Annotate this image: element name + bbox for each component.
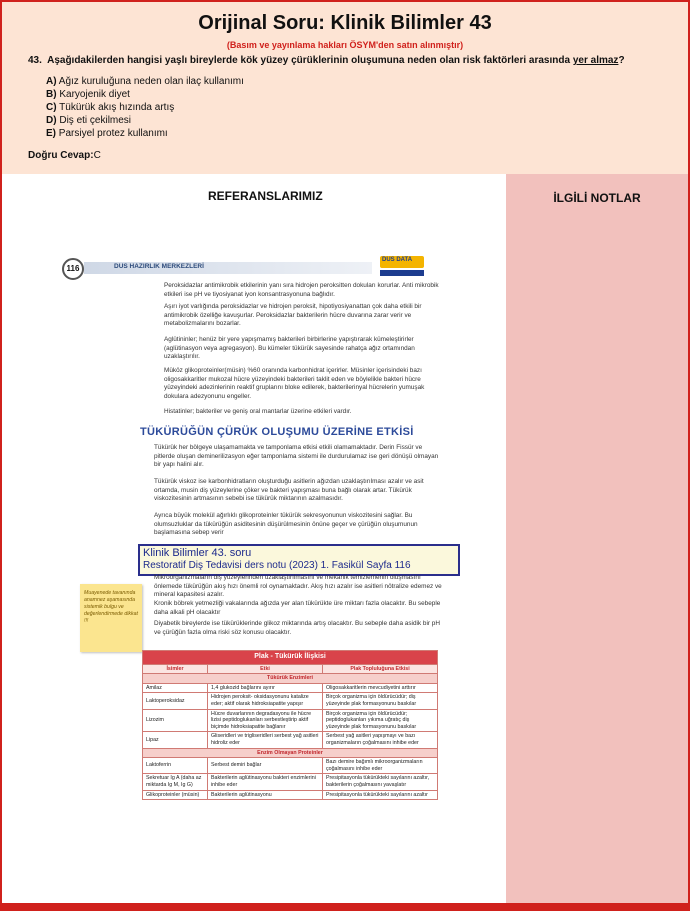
option-b: B) Karyojenik diyet bbox=[46, 89, 130, 100]
options-list bbox=[46, 75, 244, 140]
tail-paragraph: Diyabetik bireylerde ise tükürüklerinde glikoz miktarında artış olacaktır. Bu sebeple daha asidik bir pH ve çürüğün fazla olma riski söz konusu olacaktır. bbox=[154, 620, 440, 636]
plaque-saliva-table bbox=[142, 650, 438, 800]
tail-paragraph: Kronik böbrek yetmezliği vakalarında ağızda yer alan tükürükte üre miktarı fazla olacaktır. Bu sebeple daha alkali pH olacaktır bbox=[154, 600, 441, 616]
rights-notice: (Basım ve yayınlama hakları ÖSYM'den satın alınmıştır) bbox=[226, 40, 464, 50]
table-row: Glikoproteinler (müsin) Bakterilerin aglütinasyonu Presipitasyonla tükürükteki sayılarını azaltır bbox=[143, 790, 438, 800]
table-section: Tükürük Enzimleri bbox=[143, 674, 438, 684]
reference-note-box bbox=[138, 544, 460, 576]
note-box-source: Restoratif Diş Tedavisi ders notu (2023) 1. Fasikül Sayfa 116 bbox=[143, 560, 411, 571]
question-number: 43. bbox=[28, 55, 42, 66]
answer-label: Doğru Cevap: bbox=[28, 150, 94, 161]
dus-data-logo: DUS DATA bbox=[380, 256, 424, 278]
notes-column bbox=[506, 174, 688, 905]
answer-value: C bbox=[93, 150, 101, 161]
intro-paragraph: Aşırı iyot varlığında peroksidazlar ve hidrojen peroksit, hipotiyosiyanattan çok daha etkili bir antimikrobik özelliğe kavuşurlar. Peroksidazlar bakterilerin hücre duvarına zarar verir ve metabolizmalarını bozarlar. bbox=[164, 303, 422, 328]
note-box-title: Klinik Bilimler 43. soru bbox=[143, 547, 252, 559]
section-heading: TÜKÜRÜĞÜN ÇÜRÜK OLUŞUMU ÜZERİNE ETKİSİ bbox=[140, 426, 414, 438]
table-section: Enzim Olmayan Proteinler bbox=[143, 748, 438, 758]
intro-paragraph: Histatinler; bakteriler ve geniş oral mantarlar üzerine etkileri vardır. bbox=[164, 408, 352, 415]
question-panel bbox=[2, 2, 688, 174]
intro-paragraph: Müköz glikoproteinler(müsin) %60 oranında karbonhidrat içerirler. Müsinler içerisindeki bazı oligosakkaritler mukozal hücre yüzeyindeki bakterileri taklit eden ve böylelikle bakteri hücre yüzeyindeki adezinlerinin reaktif gruplarını bloke edilerek, bakterilerinyal hücrelerin yumuşak dokulara adezyonunu engeller. bbox=[164, 367, 425, 400]
table-row: Laktoferrin Serbest demiri bağlar Bazı demire bağımlı mikroorganizmaların çoğalmasını inhibe eder bbox=[143, 758, 438, 774]
table-header: Plak Topluluğuna Etkisi bbox=[323, 664, 438, 674]
table-row: Lipaz Gliseridleri ve trigliseridleri serbest yağ asitleri hidroliz eder Serbest yağ asitleri yapışmayı ve bazı organizmaların çoğalmasını inhibe eder bbox=[143, 732, 438, 748]
sticky-note bbox=[80, 584, 142, 652]
correct-answer bbox=[28, 150, 101, 161]
table-row: Laktoperoksidaz Hidrojen peroksit- oksidasyonunu katalize eder; aktif olarak hidroksiapatite yapışır Birçok organizma için öldürücüdür; diş yüzeyinde plak formasyonunu baskılar bbox=[143, 693, 438, 709]
table-title: Plak - Tükürük İlişkisi bbox=[143, 651, 438, 665]
table-row: Sekretuar Ig A (daha az miktarda Ig M, Ig G) Bakterilerin aglütinasyonu bakteri enzimlerini inhibe eder Presipitasyonla tükürükteki sayılarını azaltır, bakterilerin çoğalmasını yavaşlatır bbox=[143, 774, 438, 790]
sticky-note-text: Muayenede tavanında anamnez aşamasında sistemik bulgu ve değerlendirmede dikkat !!! bbox=[84, 590, 138, 624]
page-number: 116 bbox=[62, 258, 84, 280]
intro-paragraph: Peroksidazlar antimikrobik etkilerinin yanı sıra hidrojen peroksitten dokuları korurlar. Anti mikrobik etkileri ise pH ve tiyosiyanat iyon konsantrasyonuna bağlıdır. bbox=[164, 282, 439, 298]
question-end: ? bbox=[618, 55, 625, 66]
intro-paragraph: Aglütininler; henüz bir yere yapışmamış bakterileri birbirlerine yapıştırarak kümeleştirirler (aglütinasyon veya agregasyon). Bu kümeler tükürük sayesinde rahatça ağız ortamından uzaklaştırılır. bbox=[164, 336, 415, 361]
option-c: C) Tükürük akış hızında artış bbox=[46, 102, 175, 113]
question-stem: Aşağıdakilerden hangisi yaşlı bireylerde kök yüzey çürüklerinin oluşumuna neden olan risk faktörleri arasında bbox=[47, 55, 573, 66]
table-row: Lizozim Hücre duvarlarının degradasyonu ile hücre lizisi peptidoglukanları serbestleştirip aktif biçimde hidroksiapatite bağlanır Birçok organizma için öldürücüdür; peptidoglukanları yıkıma uğratıç diş yüzeyinde plak formasyonunu baskılar bbox=[143, 709, 438, 732]
highlight-paragraph: Mikroorganizmaların diş yüzeylerinden uzaklaştırılmasını ve mekanik temizlemenin oluşmasını önlemede tükürüğün akış hızı önemli rol oynamaktadır. Akış hızı azalır ise asitleri nötralize edemez ve mineral kapasitesi azalır. bbox=[154, 574, 442, 599]
option-d: D) Diş eti çekilmesi bbox=[46, 115, 132, 126]
bottom-bar bbox=[0, 903, 690, 911]
body-paragraph: Tükürük viskoz ise karbonhidratların oluşturduğu asitlerin ağızdan uzaklaştırılması azalır ve asit ortamda, musin diş yüzeylerine çöker ve bakteri yapışması buna bağlı olarak artar. Tükürük viskozitesinin artmasının sebebi ise tükürük miktarının azalmasıdır. bbox=[154, 478, 424, 503]
table-header: İsimler bbox=[143, 664, 208, 674]
references-heading: REFERANSLARIMIZ bbox=[208, 189, 323, 203]
band-label: DUS HAZIRLIK MERKEZLERİ bbox=[114, 263, 204, 270]
option-a: A) Ağız kuruluğuna neden olan ilaç kullanımı bbox=[46, 76, 244, 87]
question-text bbox=[28, 55, 668, 66]
reference-page-image bbox=[54, 248, 448, 868]
option-e: E) Parsiyel protez kullanımı bbox=[46, 128, 168, 139]
notes-heading: İLGİLİ NOTLAR bbox=[553, 191, 641, 205]
table-row: Amilaz 1,4 glukozid bağlarını ayırır Oligosakkaritlerin mevcudiyetini arttırır bbox=[143, 683, 438, 693]
body-paragraph: Ayrıca büyük molekül ağırlıklı glikoproteinler tükürük sekresyonunun viskozitesini sağlar. Bu olumsuzluklar da tükürüğün asiditesinin düşürülmesinin önüne geçer ve çürüğün oluşumunun başlamasına sebep verir bbox=[154, 512, 418, 537]
page-header-band bbox=[84, 262, 372, 274]
table-header: Etki bbox=[208, 664, 323, 674]
page-title: Orijinal Soru: Klinik Bilimler 43 bbox=[198, 12, 492, 34]
body-paragraph: Tükürük her bölgeye ulaşamamakta ve tamponlama etkisi etkili olamamaktadır. Derin Fissür ve pitlerde oluşan deminerilizasyon eğer tamponlama sistemi ile durdurulamaz ise geri dönüşü olmayan bir yapı halini alır. bbox=[154, 444, 439, 469]
question-emphasis: yer almaz bbox=[572, 55, 619, 66]
